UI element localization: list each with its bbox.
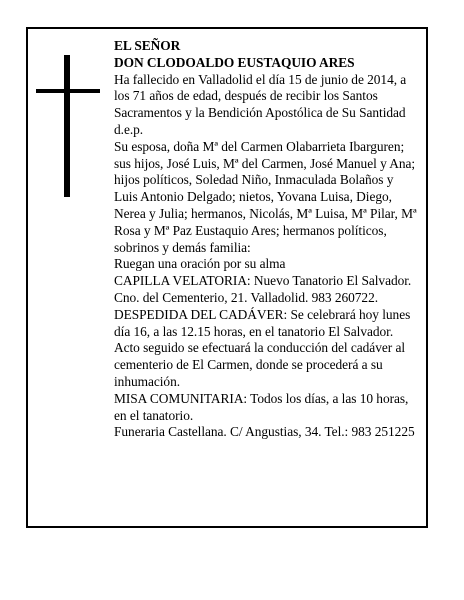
- cross-horizontal-bar: [36, 89, 100, 93]
- latin-cross-icon: [36, 55, 100, 197]
- prayer-request: Ruegan una oración por su alma: [114, 256, 286, 272]
- death-announcement: Ha fallecido en Valladolid el día 15 de junio de 2014, a los 71 años de edad, después de recibir los Santos Sacramentos y la Bendición Apostólica de Su Santidad d.e.p.: [114, 71, 407, 137]
- cross-vertical-bar: [64, 55, 70, 197]
- community-mass: MISA COMUNITARIA: Todos los días, a las 10 horas, en el tanatorio.: [114, 390, 409, 423]
- family-list: Su esposa, doña Mª del Carmen Olabarrieta Ibarguren; sus hijos, José Luis, Mª del Carmen, José Manuel y Ana; hijos políticos, Soledad Niño, Inmaculada Bolaños y Luis Antonio Delgado; nietos, Yovana Luisa, Diego, Nerea y Julia; hermanos, Nicolás, Mª Luisa, Mª Pilar, Mª Rosa y Mª Paz Eustaquio Ares; hermanos políticos, sobrinos y demás familia:: [114, 138, 417, 255]
- wake-location: CAPILLA VELATORIA: Nuevo Tanatorio El Salvador. Cno. del Cementerio, 21. Valladolid. 983 260722.: [114, 273, 412, 305]
- funeral-farewell: DESPEDIDA DEL CADÁVER: Se celebrará hoy lunes día 16, a las 12.15 horas, en el tanatorio El Salvador. Acto seguido se efectuará la conducción del cadáver al cementerio de El Carmen, donde se procederá a su inhumación.: [114, 306, 411, 389]
- deceased-title: EL SEÑOR: [114, 38, 181, 53]
- deceased-name: DON CLODOALDO EUSTAQUIO ARES: [114, 54, 355, 70]
- funeral-home: Funeraria Castellana. C/ Angustias, 34. Tel.: 983 251225: [114, 424, 415, 440]
- obituary-text: [114, 38, 420, 441]
